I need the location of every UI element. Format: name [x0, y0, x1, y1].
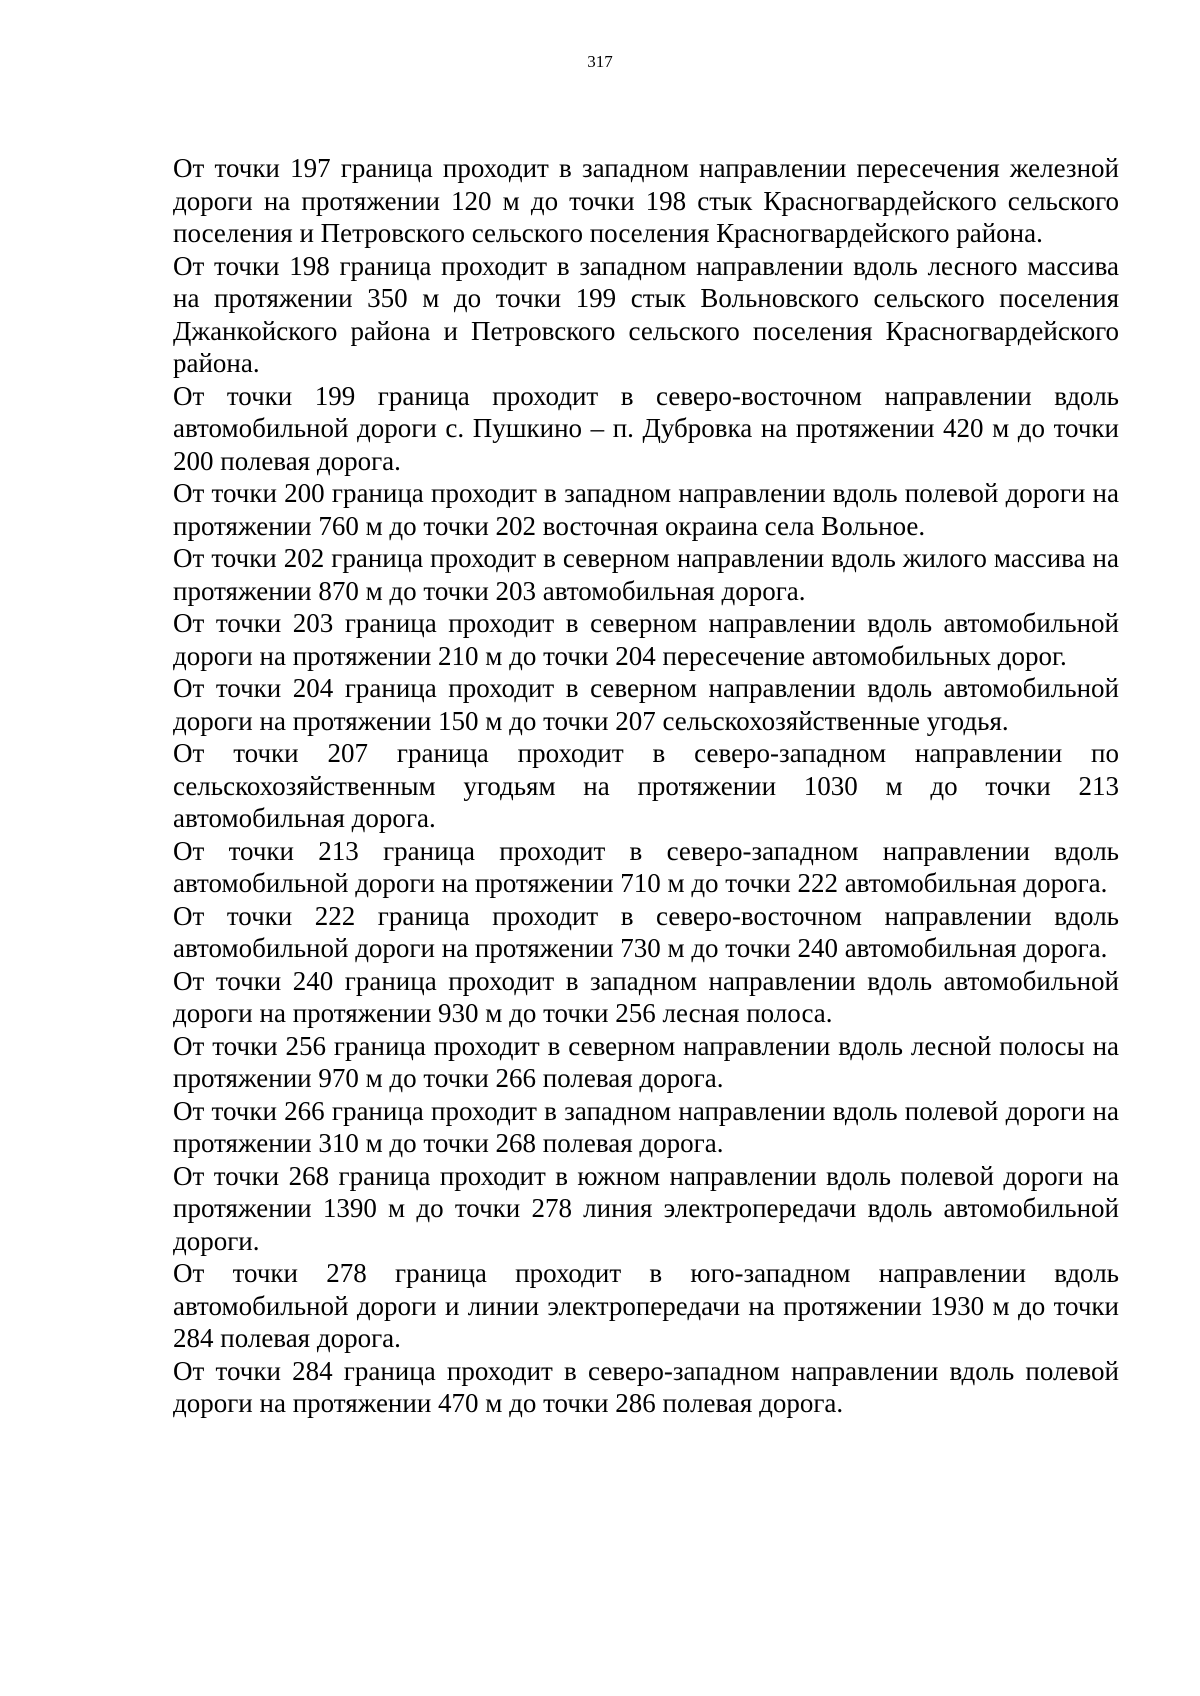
paragraph: От точки 199 граница проходит в северо-восточном направлении вдоль автомобильной дороги с. Пушкино – п. Дубровка на протяжении 420 м до точки 200 полевая дорога. [173, 380, 1119, 476]
document-body [173, 152, 1119, 1420]
paragraph: От точки 197 граница проходит в западном направлении пересечения железной дороги на протяжении 120 м до точки 198 стык Красногвардейского сельского поселения и Петровского сельского поселения Красногвардейского района. [173, 153, 1119, 248]
paragraph: От точки 268 граница проходит в южном направлении вдоль полевой дороги на протяжении 1390 м до точки 278 линия электропередачи вдоль автомобильной дороги. [173, 1160, 1119, 1256]
page-number: 317 [587, 52, 613, 71]
paragraph: От точки 204 граница проходит в северном направлении вдоль автомобильной дороги на протяжении 150 м до точки 207 сельскохозяйственные угодья. [173, 673, 1119, 736]
paragraph: От точки 266 граница проходит в западном направлении вдоль полевой дороги на протяжении 310 м до точки 268 полевая дорога. [173, 1095, 1119, 1158]
paragraph: От точки 200 граница проходит в западном направлении вдоль полевой дороги на протяжении 760 м до точки 202 восточная окраина села Вольное. [173, 478, 1119, 541]
paragraph: От точки 207 граница проходит в северо-западном направлении по сельскохозяйственным угодьям на протяжении 1030 м до точки 213 автомобильная дорога. [173, 738, 1119, 833]
paragraph: От точки 202 граница проходит в северном направлении вдоль жилого массива на протяжении 870 м до точки 203 автомобильная дорога. [173, 543, 1119, 606]
paragraph: От точки 213 граница проходит в северо-западном направлении вдоль автомобильной дороги на протяжении 710 м до точки 222 автомобильная дорога. [173, 835, 1119, 898]
paragraph: От точки 222 граница проходит в северо-восточном направлении вдоль автомобильной дороги на протяжении 730 м до точки 240 автомобильная дорога. [173, 900, 1119, 963]
paragraph: От точки 198 граница проходит в западном направлении вдоль лесного массива на протяжении 350 м до точки 199 стык Вольновского сельского поселения Джанкойского района и Петровского сельского поселения Красногвардейского района. [173, 250, 1119, 378]
paragraph: От точки 284 граница проходит в северо-западном направлении вдоль полевой дороги на протяжении 470 м до точки 286 полевая дорога. [173, 1355, 1119, 1418]
paragraph: От точки 203 граница проходит в северном направлении вдоль автомобильной дороги на протяжении 210 м до точки 204 пересечение автомобильных дорог. [173, 608, 1119, 671]
paragraph: От точки 240 граница проходит в западном направлении вдоль автомобильной дороги на протяжении 930 м до точки 256 лесная полоса. [173, 965, 1119, 1028]
paragraph: От точки 278 граница проходит в юго-западном направлении вдоль автомобильной дороги и линии электропередачи на протяжении 1930 м до точки 284 полевая дорога. [173, 1258, 1119, 1353]
paragraph: От точки 256 граница проходит в северном направлении вдоль лесной полосы на протяжении 970 м до точки 266 полевая дорога. [173, 1030, 1119, 1093]
